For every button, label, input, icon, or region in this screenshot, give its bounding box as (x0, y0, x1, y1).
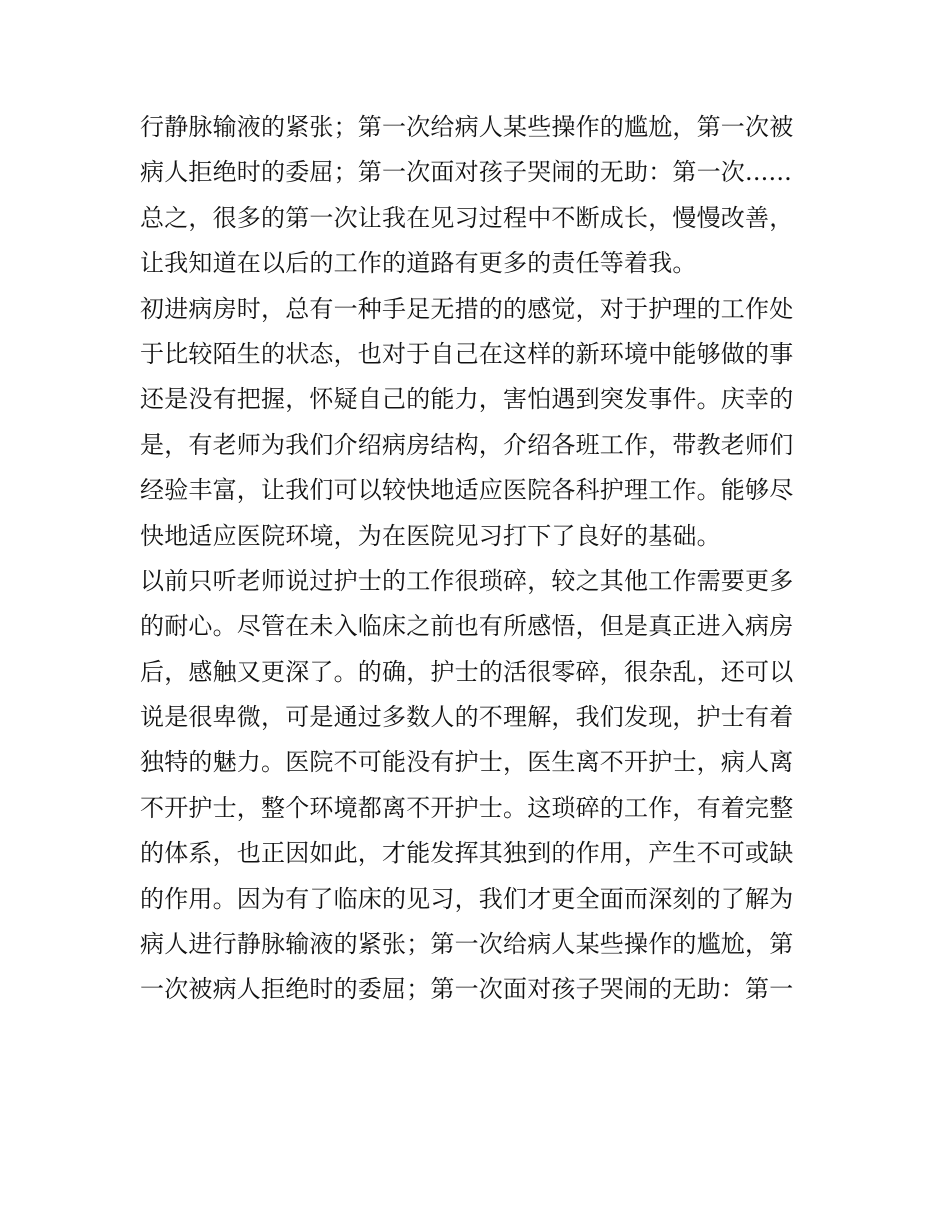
text-line: 的体系，也正因如此，才能发挥其独到的作用，产生不可或缺 (140, 839, 794, 868)
text-line: 于比较陌生的状态，也对于自己在这样的新环境中能够做的事 (140, 339, 794, 368)
text-line: 一次被病人拒绝时的委屈；第一次面对孩子哭闹的无助：第一 (140, 975, 794, 1004)
text-line: 不开护士，整个环境都离不开护士。这琐碎的工作，有着完整 (140, 793, 794, 822)
text-line: 初进病房时，总有一种手足无措的的感觉，对于护理的工作处 (140, 294, 794, 323)
text-line: 以前只听老师说过护士的工作很琐碎，较之其他工作需要更多 (140, 566, 794, 595)
text-line: 后，感触又更深了。的确，护士的活很零碎，很杂乱，还可以 (140, 657, 794, 686)
text-line: 病人拒绝时的委屈；第一次面对孩子哭闹的无助：第一次...... (140, 158, 792, 187)
text-line: 说是很卑微，可是通过多数人的不理解，我们发现，护士有着 (140, 703, 794, 732)
text-line: 的作用。因为有了临床的见习，我们才更全面而深刻的了解为 (140, 884, 794, 913)
document-body (140, 105, 820, 1013)
text-line: 快地适应医院环境，为在医院见习打下了良好的基础。 (140, 521, 721, 550)
text-line: 行静脉输液的紧张；第一次给病人某些操作的尴尬，第一次被 (140, 113, 794, 141)
text-line: 的耐心。尽管在未入临床之前也有所感悟，但是真正进入病房 (140, 612, 794, 641)
text-line: 独特的魅力。医院不可能没有护士，医生离不开护士，病人离 (140, 748, 794, 777)
text-line: 还是没有把握，怀疑自己的能力，害怕遇到突发事件。庆幸的 (140, 385, 794, 414)
text-line: 经验丰富，让我们可以较快地适应医院各科护理工作。能够尽 (140, 476, 794, 505)
text-line: 让我知道在以后的工作的道路有更多的责任等着我。 (140, 249, 697, 278)
text-line: 总之，很多的第一次让我在见习过程中不断成长，慢慢改善， (140, 203, 794, 232)
text-line: 病人进行静脉输液的紧张；第一次给病人某些操作的尴尬，第 (140, 930, 794, 959)
text-line: 是，有老师为我们介绍病房结构，介绍各班工作，带教老师们 (140, 430, 794, 459)
